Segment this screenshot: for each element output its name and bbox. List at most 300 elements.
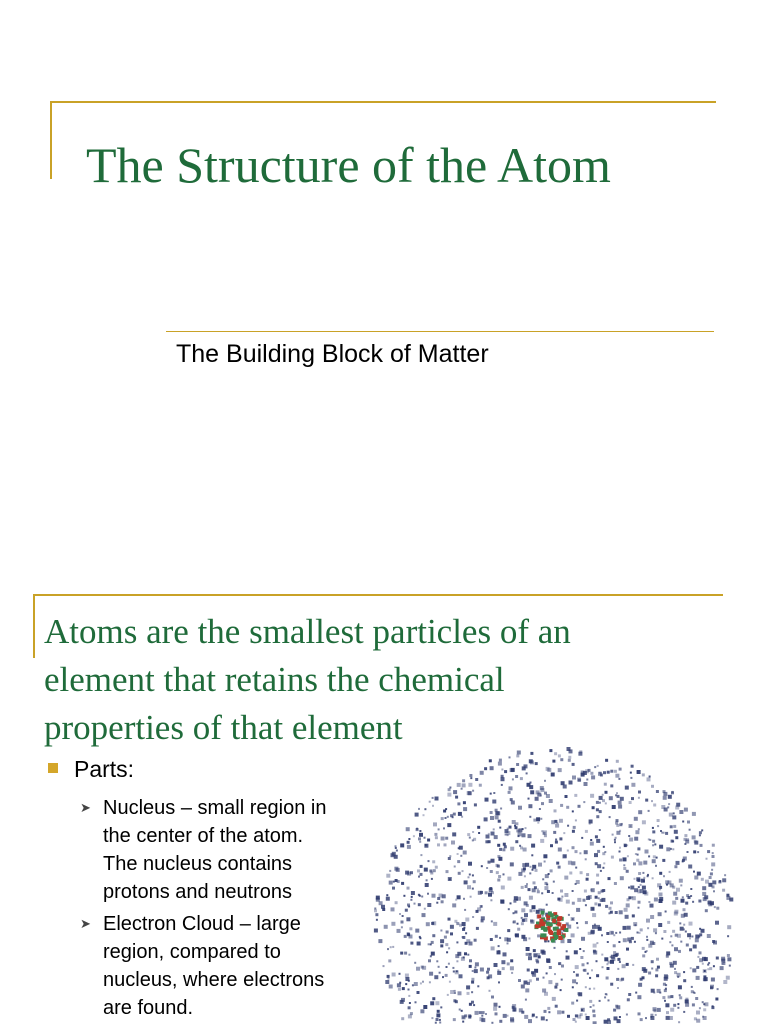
- electron-dot: [643, 969, 647, 973]
- electron-dot: [707, 850, 710, 853]
- electron-dot: [615, 1005, 618, 1008]
- electron-dot: [572, 979, 576, 983]
- title-rule-left: [50, 101, 52, 179]
- electron-dot: [490, 811, 493, 814]
- electron-dot: [406, 917, 410, 921]
- electron-dot: [692, 812, 696, 816]
- electron-dot: [619, 851, 621, 853]
- electron-dot: [526, 947, 530, 951]
- subbullet-line: region, compared to: [103, 941, 281, 963]
- electron-dot: [623, 864, 625, 866]
- electron-dot: [605, 802, 607, 804]
- electron-dot: [543, 977, 545, 979]
- electron-dot: [685, 931, 687, 933]
- electron-dot: [434, 975, 438, 979]
- electron-dot: [455, 970, 459, 974]
- electron-dot: [579, 948, 581, 950]
- electron-dot: [674, 971, 677, 974]
- electron-dot: [617, 958, 620, 961]
- electron-dot: [596, 925, 600, 929]
- electron-dot: [593, 1014, 596, 1017]
- electron-dot: [555, 983, 558, 986]
- electron-dot: [602, 799, 605, 802]
- electron-dot: [586, 779, 588, 781]
- electron-dot: [704, 1002, 708, 1006]
- electron-dot: [536, 790, 540, 794]
- electron-dot: [642, 872, 644, 874]
- electron-dot: [609, 816, 611, 818]
- electron-dot: [423, 1005, 427, 1009]
- electron-dot: [432, 797, 434, 799]
- nucleon-dot: [544, 928, 548, 932]
- electron-dot: [575, 850, 578, 853]
- electron-dot: [535, 797, 539, 801]
- electron-dot: [663, 930, 666, 933]
- electron-dot: [389, 985, 393, 989]
- electron-dot: [679, 810, 683, 814]
- electron-dot: [510, 902, 512, 904]
- electron-dot: [429, 972, 433, 976]
- electron-dot: [608, 999, 610, 1001]
- electron-dot: [713, 890, 715, 892]
- electron-dot: [535, 959, 538, 962]
- electron-dot: [503, 1014, 507, 1018]
- electron-dot: [726, 976, 730, 980]
- electron-dot: [525, 863, 529, 867]
- electron-dot: [599, 829, 601, 831]
- electron-dot: [458, 812, 462, 816]
- electron-dot: [453, 1018, 456, 1021]
- electron-dot: [614, 841, 616, 843]
- electron-dot: [385, 980, 389, 984]
- electron-dot: [554, 947, 556, 949]
- electron-dot: [569, 749, 573, 753]
- electron-dot: [408, 1014, 412, 1018]
- electron-dot: [648, 901, 650, 903]
- electron-dot: [444, 843, 447, 846]
- electron-dot: [457, 860, 460, 863]
- electron-dot: [530, 760, 534, 764]
- electron-dot: [406, 827, 410, 831]
- electron-dot: [432, 934, 435, 937]
- electron-dot: [536, 1016, 538, 1018]
- electron-dot: [420, 873, 423, 876]
- electron-dot: [676, 861, 680, 865]
- electron-dot: [602, 889, 605, 892]
- electron-dot: [679, 922, 681, 924]
- electron-dot: [631, 797, 634, 800]
- electron-dot: [561, 1011, 564, 1014]
- electron-dot: [513, 912, 515, 914]
- electron-dot: [518, 806, 522, 810]
- electron-dot: [445, 974, 448, 977]
- electron-dot: [525, 885, 528, 888]
- electron-dot: [568, 759, 571, 762]
- electron-dot: [381, 905, 385, 909]
- electron-dot: [510, 959, 513, 962]
- electron-dot: [560, 890, 563, 893]
- electron-dot: [590, 839, 592, 841]
- electron-dot: [449, 878, 451, 880]
- electron-dot: [415, 929, 419, 933]
- electron-dot: [508, 791, 511, 794]
- electron-dot: [527, 969, 530, 972]
- electron-dot: [607, 967, 610, 970]
- electron-dot: [426, 922, 430, 926]
- electron-dot: [635, 830, 639, 834]
- electron-dot: [540, 839, 544, 843]
- electron-dot: [707, 934, 711, 938]
- electron-dot: [528, 798, 530, 800]
- electron-dot: [617, 968, 619, 970]
- electron-dot: [407, 845, 411, 849]
- electron-dot: [517, 923, 519, 925]
- electron-dot: [462, 779, 465, 782]
- electron-dot: [651, 960, 654, 963]
- electron-dot: [599, 1000, 601, 1002]
- electron-dot: [457, 895, 461, 899]
- electron-dot: [448, 857, 451, 860]
- electron-dot: [591, 969, 593, 971]
- electron-dot: [666, 1016, 670, 1020]
- nucleon-dot: [553, 927, 557, 931]
- electron-dot: [710, 985, 714, 989]
- electron-dot: [581, 1008, 585, 1012]
- electron-dot: [689, 948, 692, 951]
- electron-dot: [603, 862, 605, 864]
- electron-dot: [629, 824, 633, 828]
- electron-dot: [507, 929, 510, 932]
- electron-dot: [452, 903, 456, 907]
- electron-dot: [448, 947, 450, 949]
- electron-dot: [543, 854, 547, 858]
- electron-dot: [573, 1018, 576, 1021]
- electron-dot: [575, 819, 577, 821]
- subbullet-line: the center of the atom.: [103, 825, 304, 847]
- electron-dot: [559, 898, 563, 902]
- electron-dot: [586, 878, 589, 881]
- electron-dot: [521, 886, 524, 889]
- subbullet-line: protons and neutrons: [103, 881, 293, 903]
- electron-dot: [463, 851, 467, 855]
- electron-dot: [386, 874, 390, 878]
- electron-dot: [431, 878, 433, 880]
- electron-dot: [619, 1016, 621, 1018]
- electron-dot: [659, 845, 663, 849]
- electron-dot: [392, 973, 396, 977]
- electron-dot: [634, 941, 636, 943]
- electron-dot: [614, 839, 616, 841]
- electron-dot: [661, 938, 663, 940]
- electron-dot: [668, 803, 670, 805]
- electron-dot: [392, 946, 394, 948]
- electron-dot: [526, 953, 529, 956]
- electron-dot: [478, 832, 480, 834]
- electron-dot: [549, 799, 553, 803]
- electron-dot: [530, 909, 533, 912]
- electron-dot: [705, 909, 708, 912]
- square-bullet-icon: [48, 763, 58, 773]
- electron-dot: [458, 991, 462, 995]
- electron-dot: [405, 983, 407, 985]
- electron-dot: [453, 999, 456, 1002]
- electron-dot: [727, 935, 729, 937]
- electron-dot: [711, 1006, 714, 1009]
- electron-dot: [488, 861, 491, 864]
- electron-dot: [581, 837, 583, 839]
- electron-dot: [554, 973, 556, 975]
- electron-dot: [429, 801, 431, 803]
- electron-dot: [449, 981, 451, 983]
- electron-dot: [468, 783, 472, 787]
- electron-dot: [554, 809, 557, 812]
- electron-dot: [568, 914, 570, 916]
- electron-dot: [617, 987, 619, 989]
- electron-dot: [642, 773, 645, 776]
- electron-dot: [558, 848, 562, 852]
- electron-dot: [585, 986, 587, 988]
- electron-dot: [608, 877, 611, 880]
- electron-dot: [546, 904, 548, 906]
- electron-dot: [697, 872, 701, 876]
- electron-dot: [580, 1013, 583, 1016]
- electron-dot: [575, 1021, 577, 1023]
- electron-dot: [540, 794, 542, 796]
- electron-dot: [648, 855, 650, 857]
- electron-dot: [432, 860, 435, 863]
- electron-dot: [677, 1003, 679, 1005]
- electron-dot: [592, 908, 594, 910]
- electron-dot: [424, 908, 426, 910]
- electron-dot: [696, 1019, 700, 1023]
- electron-dot: [507, 877, 511, 881]
- electron-dot: [460, 855, 462, 857]
- electron-dot: [630, 772, 632, 774]
- electron-dot: [467, 833, 470, 836]
- electron-dot: [512, 1006, 515, 1009]
- electron-dot: [647, 927, 649, 929]
- electron-dot: [640, 1018, 643, 1021]
- electron-dot: [684, 838, 687, 841]
- electron-dot: [507, 938, 511, 942]
- electron-dot: [684, 913, 688, 917]
- electron-dot: [469, 874, 471, 876]
- electron-dot: [536, 978, 539, 981]
- electron-dot: [473, 1004, 475, 1006]
- electron-dot: [587, 973, 589, 975]
- electron-dot: [621, 823, 623, 825]
- electron-dot: [419, 833, 423, 837]
- electron-dot: [628, 887, 630, 889]
- nucleon-dot: [557, 929, 561, 933]
- electron-dot: [504, 770, 507, 773]
- electron-dot: [612, 834, 614, 836]
- electron-dot: [546, 958, 550, 962]
- electron-dot: [404, 935, 407, 938]
- electron-dot: [681, 899, 685, 903]
- electron-dot: [574, 794, 577, 797]
- electron-dot: [401, 921, 404, 924]
- electron-dot: [702, 886, 706, 890]
- electron-dot: [623, 938, 627, 942]
- electron-dot: [482, 1011, 485, 1014]
- electron-dot: [473, 880, 476, 883]
- electron-dot: [498, 857, 502, 861]
- electron-dot: [489, 759, 492, 762]
- electron-dot: [576, 880, 580, 884]
- electron-dot: [703, 1008, 706, 1011]
- electron-dot: [491, 920, 493, 922]
- electron-dot: [718, 880, 721, 883]
- electron-dot: [447, 793, 451, 797]
- electron-dot: [529, 816, 531, 818]
- electron-dot: [699, 933, 702, 936]
- electron-dot: [448, 963, 450, 965]
- electron-dot: [477, 826, 480, 829]
- electron-dot: [596, 974, 599, 977]
- electron-dot: [469, 959, 472, 962]
- electron-dot: [626, 870, 629, 873]
- electron-dot: [434, 833, 437, 836]
- electron-dot: [464, 909, 466, 911]
- electron-dot: [517, 751, 521, 755]
- electron-dot: [694, 992, 696, 994]
- electron-dot: [626, 903, 630, 907]
- electron-dot: [596, 808, 599, 811]
- electron-dot: [407, 932, 410, 935]
- electron-dot: [520, 846, 523, 849]
- electron-dot: [494, 963, 498, 967]
- content-title-line: Atoms are the smallest particles of an: [44, 612, 571, 651]
- electron-dot: [666, 847, 670, 851]
- electron-dot: [568, 861, 572, 865]
- electron-dot: [390, 946, 392, 948]
- electron-dot: [464, 952, 467, 955]
- electron-dot: [466, 939, 470, 943]
- electron-dot: [596, 881, 599, 884]
- electron-dot: [583, 899, 586, 902]
- electron-dot: [520, 777, 523, 780]
- electron-dot: [446, 951, 448, 953]
- electron-dot: [528, 888, 531, 891]
- electron-dot: [522, 766, 526, 770]
- electron-dot: [524, 913, 528, 917]
- electron-dot: [567, 825, 569, 827]
- electron-dot: [581, 773, 585, 777]
- nucleon-dot: [564, 928, 568, 932]
- electron-dot: [521, 908, 525, 912]
- electron-dot: [490, 816, 494, 820]
- electron-dot: [411, 896, 413, 898]
- electron-dot: [630, 777, 632, 779]
- electron-dot: [405, 974, 409, 978]
- electron-dot: [653, 855, 656, 858]
- electron-dot: [445, 817, 447, 819]
- electron-dot: [548, 1011, 550, 1013]
- electron-dot: [588, 895, 592, 899]
- electron-dot: [605, 905, 608, 908]
- electron-dot: [418, 837, 421, 840]
- electron-dot: [459, 924, 462, 927]
- electron-dot: [579, 852, 581, 854]
- electron-dot: [665, 1003, 669, 1007]
- electron-dot: [567, 850, 569, 852]
- electron-dot: [640, 884, 642, 886]
- electron-dot: [674, 830, 678, 834]
- electron-dot: [648, 810, 650, 812]
- electron-dot: [555, 824, 559, 828]
- electron-dot: [509, 786, 513, 790]
- electron-dot: [673, 892, 677, 896]
- electron-dot: [521, 935, 525, 939]
- electron-dot: [561, 781, 565, 785]
- electron-dot: [687, 821, 690, 824]
- electron-dot: [457, 853, 459, 855]
- electron-dot: [720, 966, 724, 970]
- electron-dot: [510, 847, 514, 851]
- electron-dot: [638, 861, 642, 865]
- electron-dot: [553, 831, 556, 834]
- electron-dot: [432, 805, 434, 807]
- electron-dot: [521, 922, 524, 925]
- electron-dot: [638, 872, 641, 875]
- electron-dot: [651, 800, 653, 802]
- electron-dot: [702, 1001, 704, 1003]
- electron-dot: [626, 963, 629, 966]
- electron-dot: [443, 810, 446, 813]
- electron-dot: [695, 935, 699, 939]
- electron-dot: [623, 867, 626, 870]
- electron-dot: [575, 1014, 578, 1017]
- electron-dot: [657, 819, 660, 822]
- electron-dot: [555, 839, 557, 841]
- electron-dot: [590, 930, 594, 934]
- electron-dot: [637, 847, 640, 850]
- electron-dot: [572, 846, 575, 849]
- electron-dot: [652, 877, 654, 879]
- electron-dot: [647, 777, 651, 781]
- electron-dot: [439, 972, 441, 974]
- electron-dot: [638, 791, 641, 794]
- electron-dot: [583, 801, 585, 803]
- electron-dot: [653, 928, 657, 932]
- electron-dot: [587, 962, 589, 964]
- electron-dot: [499, 848, 502, 851]
- electron-dot: [569, 872, 572, 875]
- electron-dot: [666, 884, 668, 886]
- electron-dot: [596, 815, 599, 818]
- electron-dot: [618, 941, 620, 943]
- electron-dot: [495, 815, 499, 819]
- electron-dot: [463, 956, 465, 958]
- electron-dot: [576, 974, 579, 977]
- electron-dot: [421, 966, 424, 969]
- electron-dot: [655, 1014, 657, 1016]
- electron-dot: [590, 1006, 592, 1008]
- electron-dot: [596, 874, 599, 877]
- electron-dot: [438, 966, 440, 968]
- electron-dot: [620, 876, 624, 880]
- electron-dot: [523, 867, 526, 870]
- electron-dot: [435, 1022, 437, 1024]
- electron-dot: [501, 775, 504, 778]
- electron-dot: [418, 876, 420, 878]
- electron-dot: [526, 904, 529, 907]
- electron-dot: [387, 975, 390, 978]
- electron-dot: [669, 871, 671, 873]
- electron-dot: [564, 876, 568, 880]
- electron-dot: [547, 1007, 550, 1010]
